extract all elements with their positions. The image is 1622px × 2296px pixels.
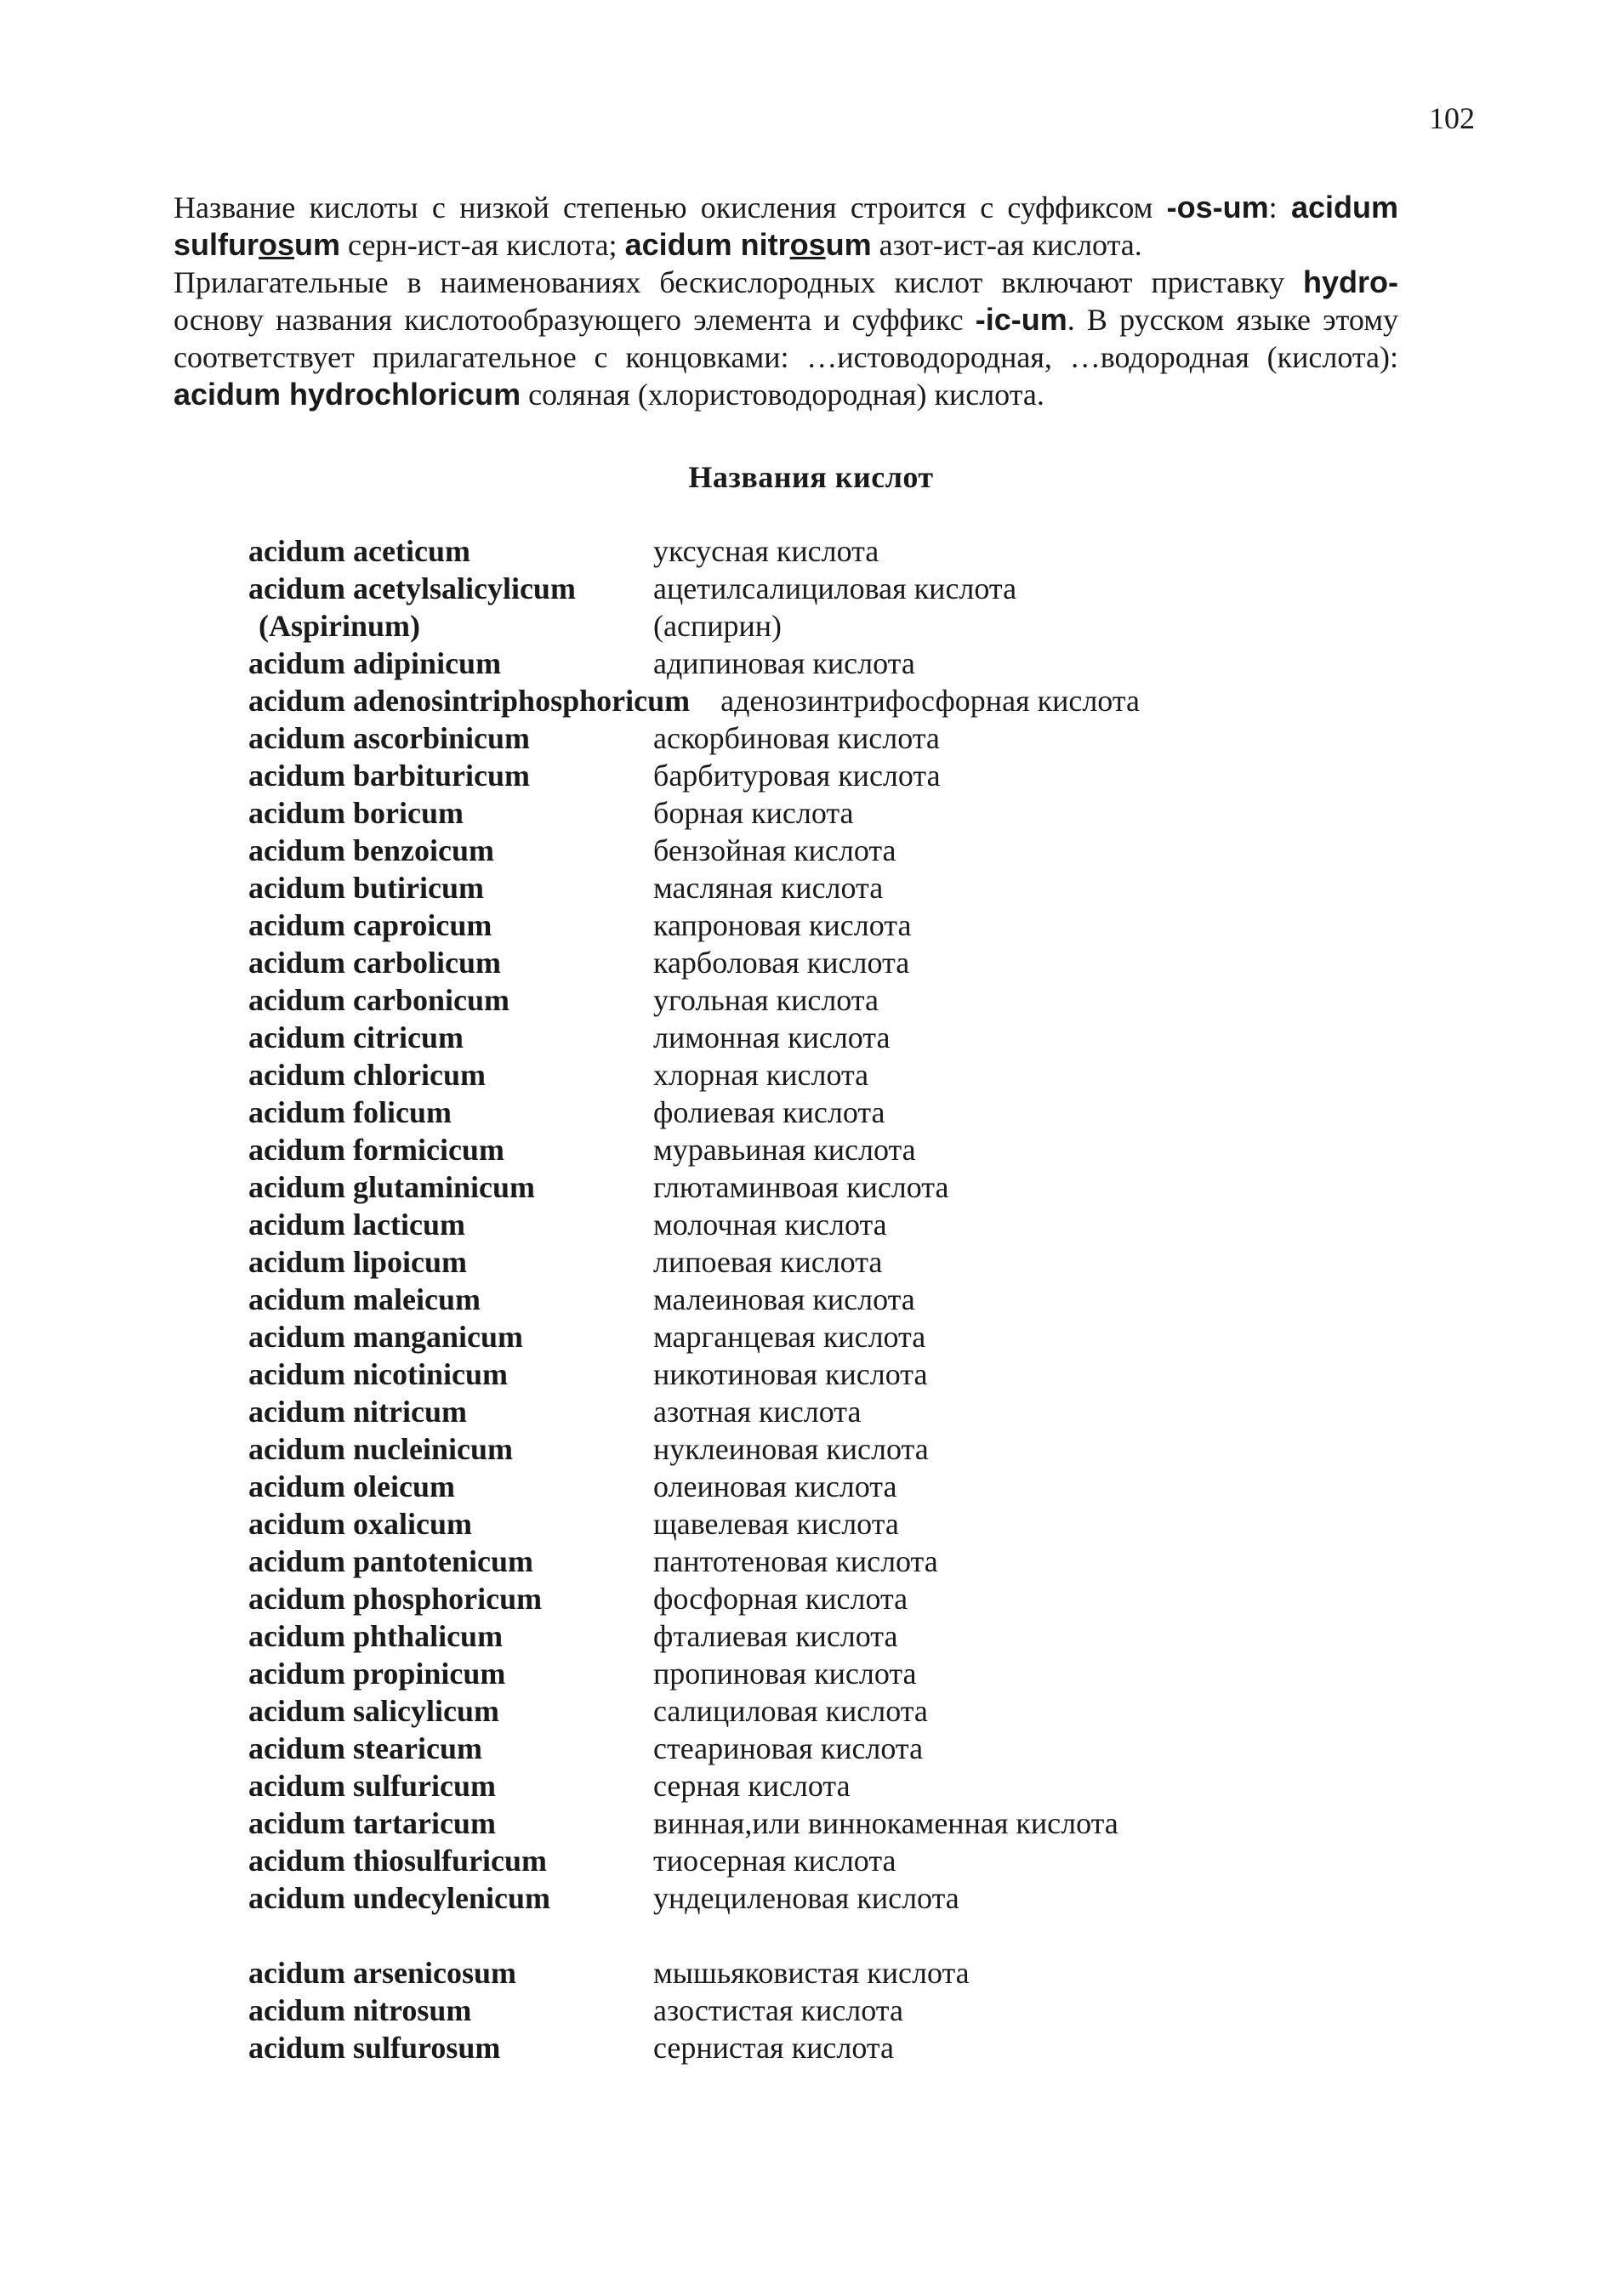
- russian-name: малеиновая кислота: [653, 1282, 915, 1316]
- acid-row: [248, 757, 1439, 794]
- russian-name: тиосерная кислота: [653, 1844, 896, 1878]
- latin-name: acidum salicylicum: [248, 1694, 499, 1728]
- russian-name: аскорбиновая кислота: [653, 721, 940, 755]
- acid-row: [248, 2029, 1439, 2066]
- acid-row: [248, 1206, 1439, 1243]
- russian-name: винная,или виннокаменная кислота: [653, 1806, 1118, 1840]
- latin-name: acidum butiricum: [248, 871, 485, 905]
- suffix-ic-um: -ic-um: [975, 302, 1067, 337]
- acid-row: [248, 832, 1439, 869]
- intro-text-run: соляная (хлористоводородная) кислота.: [521, 378, 1044, 412]
- russian-name: нуклеиновая кислота: [653, 1432, 929, 1466]
- latin-name: acidum nitrosum: [248, 1993, 472, 2027]
- suffix-os-um: -os-um: [1166, 190, 1269, 224]
- russian-name: никотиновая кислота: [653, 1357, 928, 1391]
- russian-name: мышьяковистая кислота: [653, 1956, 970, 1990]
- russian-name: карболовая кислота: [653, 946, 910, 980]
- example-nitrosum: acidum nitrosum: [624, 227, 872, 262]
- acid-row: [248, 1468, 1439, 1505]
- russian-name: масляная кислота: [653, 871, 884, 905]
- acid-row: [248, 1580, 1439, 1617]
- acid-row: [248, 1318, 1439, 1355]
- latin-name: acidum oxalicum: [248, 1507, 473, 1541]
- acid-row: [248, 607, 1439, 645]
- latin-name: acidum pantotenicum: [248, 1544, 534, 1578]
- latin-name: acidum chloricum: [248, 1058, 486, 1092]
- latin-name: acidum benzoicum: [248, 833, 495, 867]
- intro-text-run: :: [1268, 190, 1291, 224]
- latin-name: acidum boricum: [248, 796, 464, 830]
- acid-row: [248, 1655, 1439, 1692]
- russian-name: аденозинтрифосфорная кислота: [720, 684, 1140, 718]
- acid-row: [248, 645, 1439, 682]
- latin-name: acidum nicotinicum: [248, 1357, 509, 1391]
- russian-name: угольная кислота: [653, 983, 879, 1017]
- russian-name: олеиновая кислота: [653, 1469, 897, 1503]
- acid-row: [248, 1056, 1439, 1094]
- acid-row: [248, 981, 1439, 1019]
- acid-row: [248, 570, 1439, 607]
- russian-name: ацетилсалициловая кислота: [653, 571, 1017, 605]
- acid-row: [248, 1617, 1439, 1655]
- acid-row: [248, 1730, 1439, 1767]
- acid-row: [248, 1019, 1439, 1056]
- latin-name: acidum phosphoricum: [248, 1582, 543, 1616]
- intro-text-run: Прилагательные в наименованиях бескислородных кислот включают приставку: [174, 265, 1303, 299]
- russian-name: пропиновая кислота: [653, 1657, 917, 1691]
- acid-row: [248, 1243, 1439, 1281]
- acid-row: [248, 1767, 1439, 1804]
- latin-name: acidum nucleinicum: [248, 1432, 514, 1466]
- russian-name: капроновая кислота: [653, 908, 912, 942]
- russian-name: адипиновая кислота: [653, 646, 915, 680]
- russian-name: азотная кислота: [653, 1395, 862, 1429]
- latin-name: acidum sulfuricum: [248, 1769, 497, 1803]
- acid-row: [248, 1168, 1439, 1206]
- acid-row: [248, 1804, 1439, 1842]
- acid-row: [248, 1505, 1439, 1543]
- page-number: 102: [1429, 101, 1475, 135]
- latin-name: acidum folicum: [248, 1095, 452, 1129]
- latin-name: acidum propinicum: [248, 1657, 506, 1691]
- russian-name: борная кислота: [653, 796, 854, 830]
- latin-name: acidum adenosintriphosphoricum: [248, 684, 691, 718]
- russian-name: салициловая кислота: [653, 1694, 928, 1728]
- latin-name: acidum phthalicum: [248, 1619, 504, 1653]
- acid-row: [248, 944, 1439, 981]
- latin-name: acidum carbonicum: [248, 983, 510, 1017]
- russian-name: фолиевая кислота: [653, 1095, 885, 1129]
- acid-row: [248, 906, 1439, 944]
- latin-name: acidum ascorbinicum: [248, 721, 531, 755]
- example-hydrochloricum: acidum hydrochloricum: [174, 377, 521, 412]
- latin-name: acidum barbituricum: [248, 759, 531, 793]
- intro-text-run: основу названия кислотообразующего элемента и суффикс: [174, 303, 976, 337]
- latin-name: acidum thiosulfuricum: [248, 1844, 548, 1878]
- acid-row: [248, 1393, 1439, 1430]
- acid-row: [248, 869, 1439, 906]
- russian-name: липоевая кислота: [653, 1245, 883, 1279]
- russian-name: уксусная кислота: [653, 534, 879, 568]
- russian-name: марганцевая кислота: [653, 1320, 926, 1354]
- intro-text-run: Название кислоты с низкой степенью окисления строится с суффиксом: [174, 190, 1167, 224]
- section-title: Названия кислот: [688, 460, 934, 494]
- latin-name: acidum adipinicum: [248, 646, 502, 680]
- intro-paragraph-1: [174, 189, 1398, 264]
- acid-row: [248, 1879, 1439, 1917]
- russian-name: хлорная кислота: [653, 1058, 869, 1092]
- latin-name: acidum lacticum: [248, 1208, 465, 1242]
- acid-row: [248, 719, 1439, 757]
- russian-name: пантотеновая кислота: [653, 1544, 938, 1578]
- russian-name: муравьиная кислота: [653, 1133, 916, 1167]
- latin-name: acidum carbolicum: [248, 946, 501, 980]
- latin-name: acidum sulfurosum: [248, 2031, 501, 2065]
- acid-row: [248, 1992, 1439, 2029]
- example-sulfurosum: acidum sulfurosum: [174, 190, 1398, 262]
- intro-text-run: азот-ист-ая кислота.: [871, 228, 1142, 262]
- russian-name: барбитуровая кислота: [653, 759, 941, 793]
- latin-name: acidum tartaricum: [248, 1806, 496, 1840]
- acid-row: [248, 682, 1439, 719]
- acid-row: [248, 1281, 1439, 1318]
- prefix-hydro: hydro-: [1303, 264, 1398, 299]
- russian-name: (аспирин): [653, 609, 782, 643]
- latin-name: acidum maleicum: [248, 1282, 481, 1316]
- russian-name: фталиевая кислота: [653, 1619, 898, 1653]
- latin-name: acidum acetylsalicylicum: [248, 571, 576, 605]
- latin-name: acidum arsenicosum: [248, 1956, 516, 1990]
- russian-name: стеариновая кислота: [653, 1731, 924, 1765]
- intro-paragraph-2: [174, 264, 1398, 413]
- latin-name: acidum citricum: [248, 1020, 464, 1054]
- latin-name: acidum aceticum: [248, 534, 470, 568]
- russian-name: фосфорная кислота: [653, 1582, 908, 1616]
- intro-text: [174, 189, 1398, 413]
- latin-name: acidum glutaminicum: [248, 1170, 536, 1204]
- intro-text-run: серн-ист-ая кислота;: [340, 228, 625, 262]
- russian-name: серная кислота: [653, 1769, 851, 1803]
- russian-name: бензойная кислота: [653, 833, 896, 867]
- latin-name: acidum caproicum: [248, 908, 492, 942]
- russian-name: лимонная кислота: [653, 1020, 891, 1054]
- russian-name: азостистая кислота: [653, 1993, 903, 2027]
- russian-name: сернистая кислота: [653, 2031, 894, 2065]
- acid-row: [248, 1131, 1439, 1168]
- russian-name: ундециленовая кислота: [653, 1881, 959, 1915]
- latin-name: acidum lipoicum: [248, 1245, 468, 1279]
- latin-name: acidum nitricum: [248, 1395, 467, 1429]
- latin-name: acidum manganicum: [248, 1320, 524, 1354]
- latin-name: acidum formicicum: [248, 1133, 504, 1167]
- acid-row: [248, 1692, 1439, 1730]
- intro-text-run: . В русском языке этому соответствует прилагательное с концовками: …истоводородная, …водородная (кислота):: [174, 303, 1398, 374]
- latin-name: acidum undecylenicum: [248, 1881, 551, 1915]
- acid-row: [248, 1842, 1439, 1879]
- russian-name: молочная кислота: [653, 1208, 887, 1242]
- acid-row: [248, 532, 1439, 570]
- acid-row: [248, 794, 1439, 832]
- latin-name: acidum oleicum: [248, 1469, 455, 1503]
- acid-row: [248, 1543, 1439, 1580]
- acid-name-list: [248, 532, 1439, 2066]
- russian-name: щавелевая кислота: [653, 1507, 899, 1541]
- acid-row: [248, 1094, 1439, 1131]
- russian-name: глютаминвоая кислота: [653, 1170, 949, 1204]
- latin-name: (Aspirinum): [259, 609, 421, 643]
- latin-name: acidum stearicum: [248, 1731, 482, 1765]
- acid-row: [248, 1954, 1439, 1992]
- acid-row: [248, 1355, 1439, 1393]
- acid-row: [248, 1430, 1439, 1468]
